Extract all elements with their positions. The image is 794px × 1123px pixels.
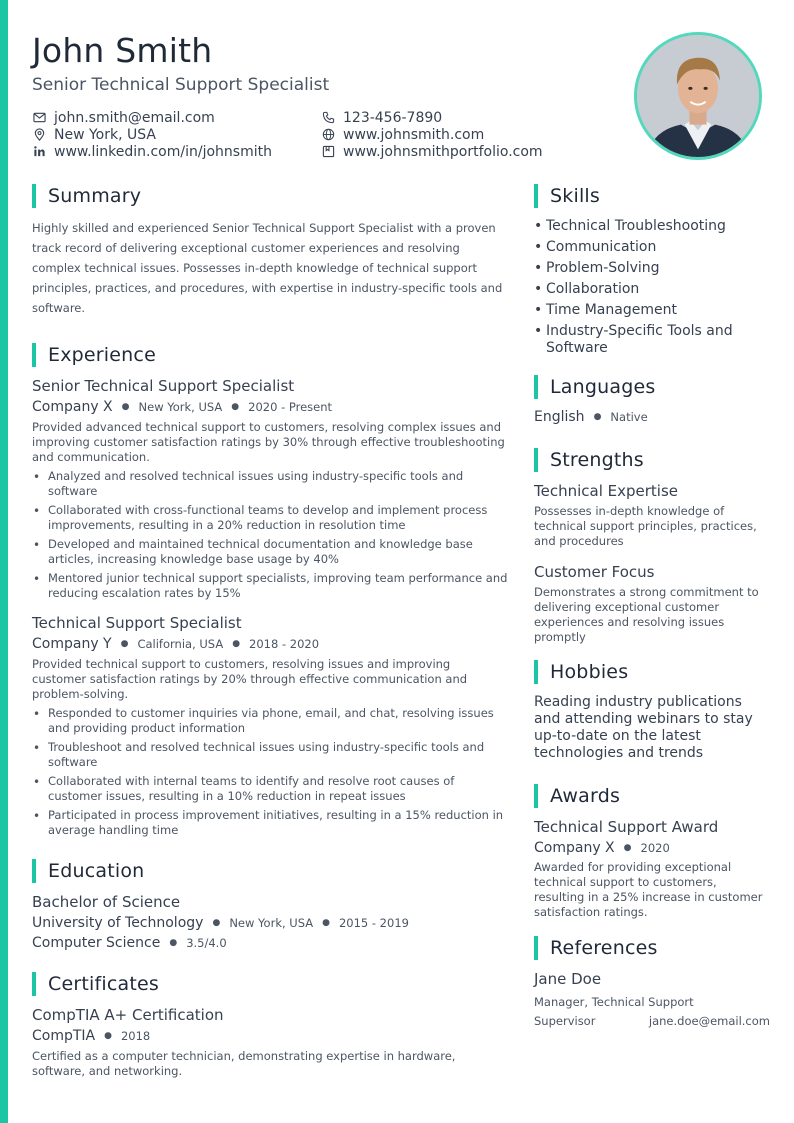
awards-section bbox=[534, 783, 770, 920]
certificates-heading: Certificates bbox=[48, 973, 159, 995]
section-heading bbox=[534, 783, 770, 809]
job-dates: 2020 - Present bbox=[248, 400, 333, 414]
skill-item: • Industry-Specific Tools and Software bbox=[534, 323, 770, 357]
field-meta bbox=[32, 935, 508, 951]
candidate-name: John Smith bbox=[32, 31, 213, 70]
location-icon bbox=[32, 128, 46, 142]
strength-title: Technical Expertise bbox=[534, 482, 679, 500]
strength-description: Demonstrates a strong commitment to delivering exceptional customer experiences and resolving issues promptly bbox=[534, 585, 759, 644]
mail-icon bbox=[32, 111, 46, 125]
section-heading bbox=[534, 935, 770, 961]
contact-phone-text: 123-456-7890 bbox=[343, 109, 443, 126]
languages-heading: Languages bbox=[550, 376, 656, 398]
job-title: Technical Support Specialist bbox=[32, 614, 242, 632]
job-bullet: • Collaborated with internal teams to identify and resolve root causes of customer issues, resulting in a 10% reduction in repeat issues bbox=[32, 774, 508, 804]
job-title: Senior Technical Support Specialist bbox=[32, 377, 295, 395]
school-dates: 2015 - 2019 bbox=[338, 916, 409, 930]
languages-section bbox=[534, 374, 770, 425]
phone-icon bbox=[321, 111, 335, 125]
education-section bbox=[32, 858, 508, 951]
job-description: Provided advanced technical support to customers, resolving complex issues and improving customer satisfaction ratings by 30% through effective troubleshooting and communication. bbox=[32, 420, 505, 464]
contact-linkedin-text: www.linkedin.com/in/johnsmith bbox=[54, 143, 272, 160]
strengths-heading: Strengths bbox=[550, 449, 644, 471]
separator-dot: ● bbox=[322, 918, 330, 928]
job-description: Provided technical support to customers, resolving issues and improving customer satisfaction ratings by 20% through effective communication and problem-solving. bbox=[32, 657, 468, 701]
language-name: English bbox=[534, 409, 585, 425]
job-bullet: • Responded to customer inquiries via phone, email, and chat, resolving issues and providing product information bbox=[32, 706, 508, 736]
certificate-description: Certified as a computer technician, demonstrating expertise in hardware, software, and networking. bbox=[32, 1049, 456, 1078]
gpa: 3.5/4.0 bbox=[186, 936, 227, 950]
heading-accent bbox=[32, 859, 36, 883]
heading-accent bbox=[534, 784, 538, 808]
language-entry bbox=[534, 409, 770, 425]
award-meta bbox=[534, 840, 770, 856]
job-bullet: • Developed and maintained technical documentation and knowledge base articles, increasing knowledge base usage by 40% bbox=[32, 537, 508, 567]
job-bullet: • Mentored junior technical support specialists, improving team performance and reducing escalation rates by 15% bbox=[32, 571, 508, 601]
heading-accent bbox=[32, 972, 36, 996]
skill-item: • Time Management bbox=[534, 302, 770, 319]
job-bullet: • Participated in process improvement initiatives, resulting in a 15% reduction in average handling time bbox=[32, 808, 508, 838]
job-location: California, USA bbox=[137, 637, 224, 651]
linkedin-icon bbox=[32, 145, 46, 159]
job-bullets bbox=[32, 469, 508, 601]
contact-list bbox=[32, 109, 612, 160]
reference-role-cont: Supervisor bbox=[534, 1014, 596, 1028]
degree-name: Bachelor of Science bbox=[32, 893, 181, 911]
candidate-title: Senior Technical Support Specialist bbox=[32, 75, 330, 95]
skill-item: • Problem-Solving bbox=[534, 260, 770, 277]
separator-dot: ● bbox=[121, 402, 130, 412]
heading-accent bbox=[534, 660, 538, 684]
separator-dot: ● bbox=[232, 639, 241, 649]
section-heading bbox=[534, 183, 770, 209]
job-meta bbox=[32, 399, 508, 415]
hobbies-text: Reading industry publications and attending webinars to stay up-to-date on the latest technologies and trends bbox=[534, 694, 753, 761]
contact-location-text: New York, USA bbox=[54, 126, 156, 143]
job-location: New York, USA bbox=[138, 400, 223, 414]
section-heading bbox=[534, 659, 770, 685]
award-title: Technical Support Award bbox=[534, 818, 719, 836]
separator-dot: ● bbox=[169, 938, 178, 948]
certificates-section bbox=[32, 971, 508, 1079]
job-entry bbox=[32, 377, 508, 601]
contact-portfolio[interactable] bbox=[321, 143, 591, 160]
section-heading bbox=[32, 858, 508, 884]
contact-phone[interactable] bbox=[321, 109, 591, 126]
heading-accent bbox=[534, 184, 538, 208]
contact-portfolio-text: www.johnsmithportfolio.com bbox=[343, 143, 543, 160]
contact-website[interactable] bbox=[321, 126, 591, 143]
certificate-meta bbox=[32, 1028, 508, 1044]
references-section bbox=[534, 935, 770, 1031]
skills-heading: Skills bbox=[550, 185, 600, 207]
hobbies-heading: Hobbies bbox=[550, 661, 629, 683]
contact-linkedin[interactable] bbox=[32, 143, 321, 160]
contact-website-text: www.johnsmith.com bbox=[343, 126, 485, 143]
language-level: Native bbox=[610, 410, 648, 424]
section-heading bbox=[32, 971, 508, 997]
skills-section bbox=[534, 183, 770, 357]
job-bullet: • Troubleshoot and resolved technical issues using industry-specific tools and software bbox=[32, 740, 508, 770]
separator-dot: ● bbox=[120, 639, 129, 649]
field-of-study: Computer Science bbox=[32, 935, 161, 951]
separator-dot: ● bbox=[212, 918, 221, 928]
summary-heading: Summary bbox=[48, 185, 142, 207]
section-heading bbox=[32, 183, 508, 209]
right-column bbox=[534, 183, 770, 1031]
job-dates: 2018 - 2020 bbox=[249, 637, 320, 651]
strength-title: Customer Focus bbox=[534, 563, 655, 581]
certificate-name: CompTIA A+ Certification bbox=[32, 1006, 224, 1024]
left-column bbox=[32, 183, 508, 1079]
separator-dot: ● bbox=[623, 843, 632, 853]
heading-accent bbox=[534, 448, 538, 472]
section-heading bbox=[32, 342, 508, 368]
profile-photo bbox=[634, 32, 762, 160]
reference-email[interactable]: jane.doe@email.com bbox=[648, 1014, 770, 1028]
contact-email-text: john.smith@email.com bbox=[54, 109, 215, 126]
job-entry bbox=[32, 614, 508, 838]
globe-icon bbox=[321, 128, 335, 142]
heading-accent bbox=[534, 375, 538, 399]
heading-accent bbox=[32, 343, 36, 367]
certificate-issuer: CompTIA bbox=[32, 1028, 96, 1044]
section-heading bbox=[534, 447, 770, 473]
separator-dot: ● bbox=[593, 412, 602, 422]
award-year: 2020 bbox=[640, 841, 670, 855]
accent-bar bbox=[0, 0, 8, 1123]
heading-accent bbox=[32, 184, 36, 208]
resume-header bbox=[32, 30, 612, 160]
contact-location bbox=[32, 126, 321, 143]
school-meta bbox=[32, 915, 508, 931]
heading-accent bbox=[534, 936, 538, 960]
education-heading: Education bbox=[48, 860, 145, 882]
strengths-section bbox=[534, 447, 770, 645]
reference-role: Manager, Technical Support bbox=[534, 995, 694, 1009]
hobbies-section bbox=[534, 659, 770, 762]
references-heading: References bbox=[550, 937, 658, 959]
section-heading bbox=[534, 374, 770, 400]
summary-section bbox=[32, 183, 508, 318]
portfolio-icon bbox=[321, 145, 335, 159]
experience-heading: Experience bbox=[48, 344, 156, 366]
contact-email[interactable] bbox=[32, 109, 321, 126]
job-bullet: • Analyzed and resolved technical issues using industry-specific tools and software bbox=[32, 469, 508, 499]
certificate-year: 2018 bbox=[120, 1029, 151, 1043]
award-description: Awarded for providing exceptional technical support to customers, resulting in a 25% increase in customer satisfaction ratings. bbox=[534, 860, 763, 919]
skills-list bbox=[534, 218, 770, 357]
school-name: University of Technology bbox=[32, 915, 204, 931]
skill-item: • Collaboration bbox=[534, 281, 770, 298]
job-bullets bbox=[32, 706, 508, 838]
job-meta bbox=[32, 636, 508, 652]
reference-name: Jane Doe bbox=[534, 970, 602, 988]
job-company: Company X bbox=[32, 399, 113, 415]
skill-item: • Technical Troubleshooting bbox=[534, 218, 770, 235]
award-org: Company X bbox=[534, 840, 615, 856]
awards-heading: Awards bbox=[550, 785, 621, 807]
job-company: Company Y bbox=[32, 636, 112, 652]
separator-dot: ● bbox=[104, 1031, 112, 1041]
school-location: New York, USA bbox=[229, 916, 314, 930]
experience-section bbox=[32, 342, 508, 838]
job-bullet: • Collaborated with cross-functional teams to develop and implement process improvements, resulting in a 20% reduction in resolution time bbox=[32, 503, 508, 533]
reference-contact-row bbox=[534, 1012, 770, 1031]
skill-item: • Communication bbox=[534, 239, 770, 256]
separator-dot: ● bbox=[231, 402, 240, 412]
summary-text: Highly skilled and experienced Senior Technical Support Specialist with a proven track record of delivering exceptional customer experiences and resolving complex technical issues. Possesses in-depth knowledge of technical support principles, practices, and procedures, with expertise in industry-specific tools and software. bbox=[32, 221, 503, 315]
strength-description: Possesses in-depth knowledge of technical support principles, practices, and procedures bbox=[534, 504, 757, 548]
